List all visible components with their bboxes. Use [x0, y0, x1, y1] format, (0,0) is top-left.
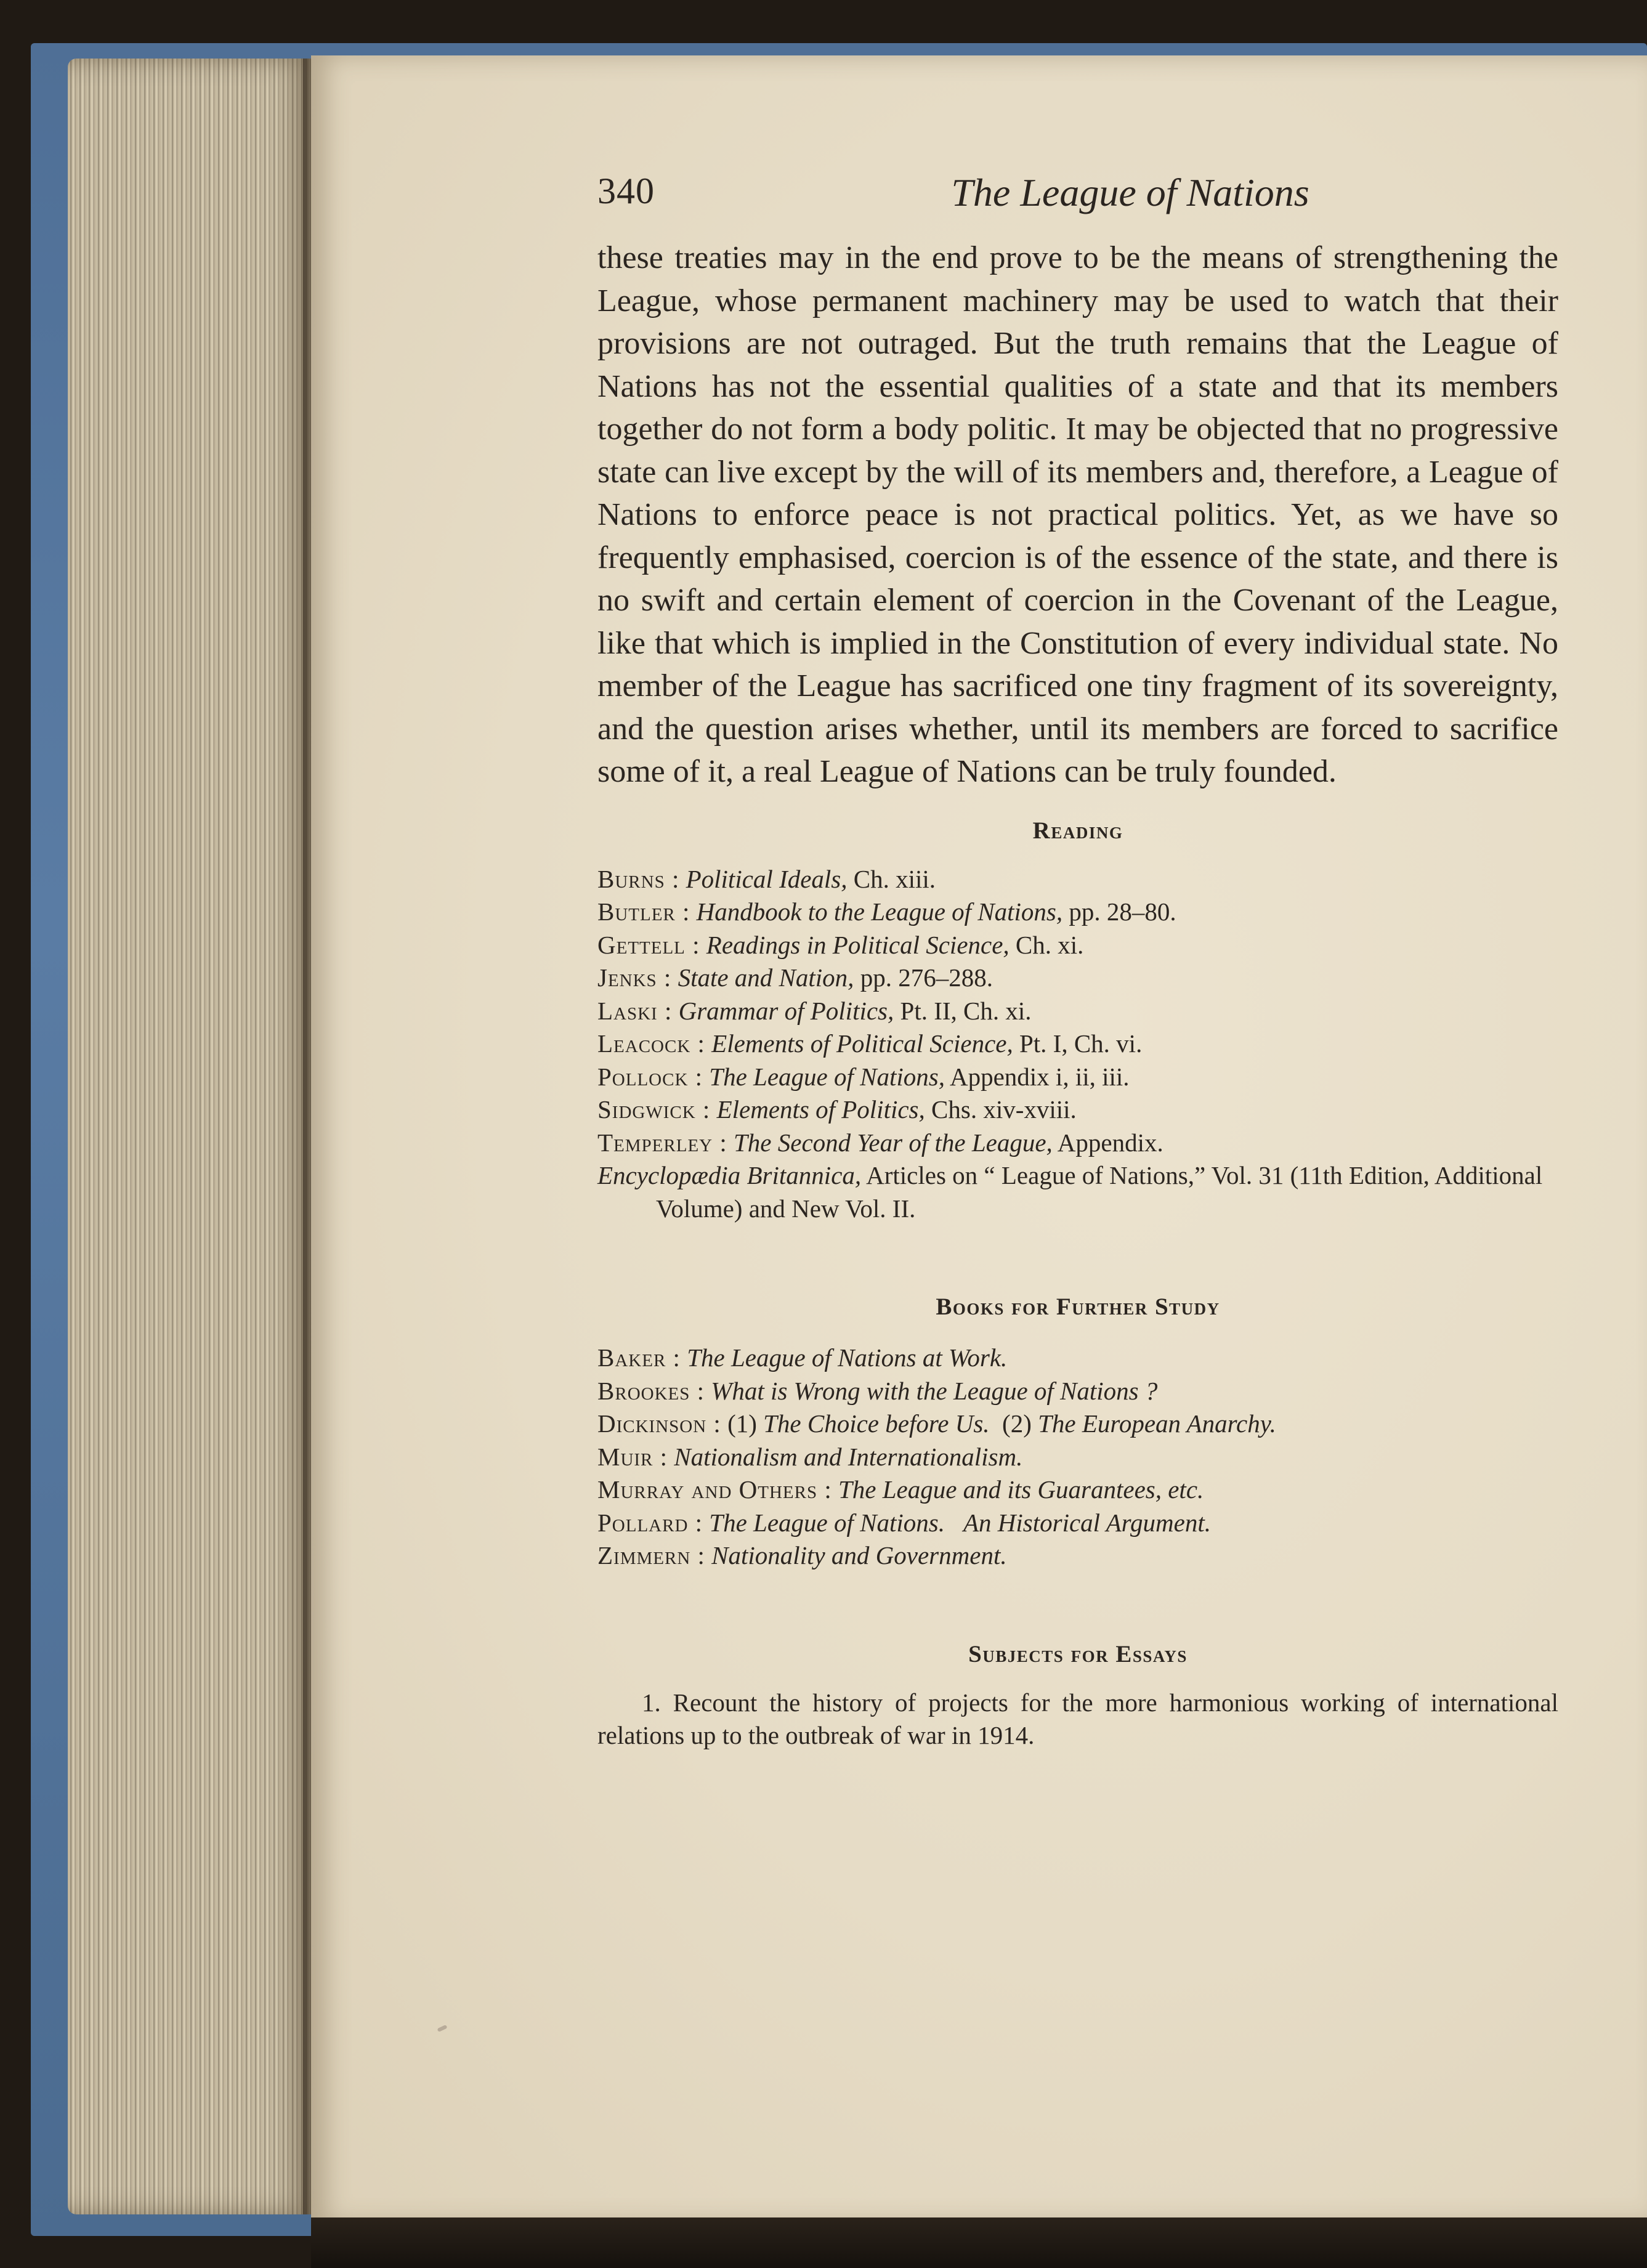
page-content — [597, 166, 1558, 1752]
reading-author: Butler : — [597, 897, 690, 926]
reading-author: Burns : — [597, 864, 680, 893]
reading-title: Elements of Political Science, — [711, 1029, 1013, 1058]
further-study-heading: Books for Further Study — [936, 1294, 1220, 1320]
reading-item — [597, 863, 1558, 896]
reading-author: Jenks : — [597, 963, 672, 992]
further-study-author: Muir : — [597, 1442, 668, 1471]
further-study-item — [597, 1539, 1558, 1573]
further-study-item — [597, 1507, 1558, 1540]
reading-detail: Ch. xi. — [1015, 930, 1084, 959]
reading-author: Pollock : — [597, 1062, 703, 1091]
running-title: The League of Nations — [951, 171, 1309, 214]
further-study-title: The European Anarchy. — [1038, 1409, 1276, 1438]
body-paragraph: these treaties may in the end prove to be the means of strengthening the League, whose permanent machinery may be used to watch that their provisions are not outraged. But the truth remains that the League of Nations has not the essential qualities of a state and that its members together do not form a body politic. It may be objected that no progressive state can live except by the will of its members and, therefore, a League of Nations to enforce peace is not practical politics. Yet, as we have so frequently emphasised, coercion is of the essence of the state, and there is no swift and certain element of coercion in the Covenant of the League, like that which is implied in the Constitution of every individual state. No member of the League has sacrificed one tiny fragment of its sovereignty, and the question arises whether, until its members are forced to sacrifice some of it, a real League of Nations can be truly founded. — [597, 240, 1558, 789]
reading-title: Grammar of Politics, — [678, 996, 894, 1025]
reading-detail: Appendix. — [1057, 1128, 1163, 1157]
reading-title: Handbook to the League of Nations, — [696, 897, 1063, 926]
further-study-author: Murray and Others : — [597, 1475, 832, 1504]
page-header — [597, 166, 1558, 234]
reading-title: The League of Nations, — [709, 1062, 945, 1091]
reading-item — [597, 962, 1558, 995]
reading-detail: pp. 28–80. — [1069, 897, 1176, 926]
further-study-title: The League of Nations at Work. — [687, 1343, 1008, 1372]
reading-item — [597, 995, 1558, 1028]
reading-item — [597, 1093, 1558, 1127]
reading-title: Political Ideals, — [686, 864, 848, 893]
further-study-author: Baker : — [597, 1343, 681, 1372]
further-study-item — [597, 1342, 1558, 1375]
reading-detail: Appendix i, ii, iii. — [949, 1062, 1130, 1091]
reading-author: Laski : — [597, 996, 673, 1025]
further-study-title: The Choice before Us. — [763, 1409, 990, 1438]
further-study-number: (1) — [727, 1409, 757, 1438]
reading-item — [597, 1061, 1558, 1094]
further-study-author: Brookes : — [597, 1376, 705, 1405]
reading-item — [597, 896, 1558, 929]
further-study-item — [597, 1441, 1558, 1474]
reading-heading: Reading — [1032, 817, 1123, 844]
reading-author: Temperley : — [597, 1128, 727, 1157]
reading-title: The Second Year of the League, — [734, 1128, 1053, 1157]
reading-detail: Chs. xiv-xviii. — [931, 1095, 1077, 1124]
reading-title: Readings in Political Science, — [706, 930, 1010, 959]
further-study-title: The League and its Guarantees, etc. — [838, 1475, 1204, 1504]
further-study-title: The League of Nations. An Historical Argument. — [709, 1508, 1211, 1537]
page-number: 340 — [597, 171, 655, 211]
reading-item — [597, 929, 1558, 962]
further-study-author: Pollard : — [597, 1508, 703, 1537]
reading-detail: Pt. I, Ch. vi. — [1019, 1029, 1143, 1058]
page-edges — [68, 59, 314, 2214]
further-study-author: Zimmern : — [597, 1541, 705, 1569]
reading-detail: Articles on “ League of Nations,” Vol. 31 (11th Edition, Additional Volume) and New Vol. II. — [656, 1161, 1543, 1223]
page-bottom-shadow — [311, 2217, 1647, 2268]
further-study-title: Nationality and Government. — [711, 1541, 1007, 1569]
essay-item: 1. Recount the history of projects for the more harmonious working of international relations up to the outbreak of war in 1914. — [597, 1688, 1558, 1749]
reading-item — [597, 1027, 1558, 1061]
reading-title: Elements of Politics, — [716, 1095, 925, 1124]
further-study-title: Nationalism and Internationalism. — [674, 1442, 1023, 1471]
reading-item — [597, 1159, 1558, 1225]
reading-title: State and Nation, — [678, 963, 854, 992]
essays-heading: Subjects for Essays — [968, 1640, 1188, 1667]
further-study-author: Dickinson : — [597, 1409, 721, 1438]
reading-detail: Pt. II, Ch. xi. — [900, 996, 1032, 1025]
further-study-title: What is Wrong with the League of Nations ? — [711, 1376, 1158, 1405]
reading-author: Leacock : — [597, 1029, 705, 1058]
reading-detail: pp. 276–288. — [860, 963, 993, 992]
reading-list — [597, 863, 1558, 1226]
further-study-item — [597, 1473, 1558, 1507]
reading-item — [597, 1127, 1558, 1160]
reading-title: Encyclopædia Britannica, — [597, 1161, 862, 1189]
further-study-number: (2) — [1002, 1409, 1032, 1438]
reading-detail: Ch. xiii. — [853, 864, 936, 893]
reading-author: Sidgwick : — [597, 1095, 711, 1124]
further-study-item — [597, 1375, 1558, 1408]
further-study-item — [597, 1407, 1558, 1441]
reading-author: Gettell : — [597, 930, 700, 959]
further-study-list — [597, 1342, 1558, 1573]
